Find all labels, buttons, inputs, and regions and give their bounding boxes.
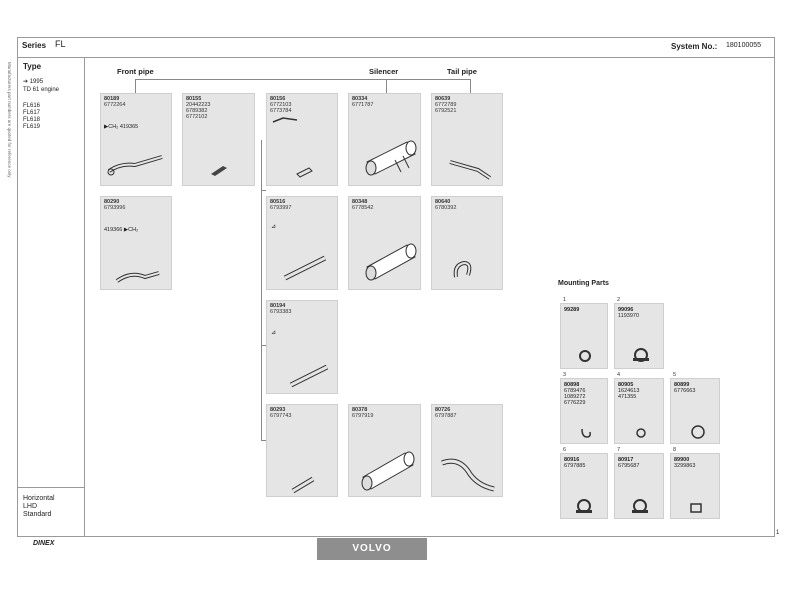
part-card-80290[interactable]	[100, 196, 172, 290]
type-label: Type	[23, 62, 42, 71]
part-ref: 6789382	[186, 108, 208, 114]
part-ref: 6772789	[435, 102, 457, 108]
part-number: 80189	[104, 96, 120, 102]
part-number: 80899	[674, 382, 690, 388]
part-ref: 1089272	[564, 394, 586, 400]
mount-index: 1	[563, 297, 567, 303]
section-front-pipe: Front pipe	[117, 67, 154, 76]
connector-line	[386, 79, 387, 93]
part-number: 80378	[352, 407, 368, 413]
brand-bar: VOLVO	[317, 538, 427, 560]
part-ref: 20442223	[186, 102, 211, 108]
band-clamp-drawing	[629, 496, 651, 516]
model-fl619: FL619	[23, 124, 41, 130]
mount-card-80916[interactable]	[560, 453, 608, 519]
part-number: 80898	[564, 382, 580, 388]
model-fl616: FL616	[23, 103, 41, 109]
gasket-drawing	[689, 502, 703, 514]
bracket-icon: ⊿	[271, 224, 277, 230]
band-clamp-drawing	[573, 496, 595, 516]
part-ref: 6773784	[270, 108, 292, 114]
part-ref: 6778542	[352, 205, 374, 211]
silencer-drawing	[355, 235, 417, 287]
part-ref: 6792521	[435, 108, 457, 114]
part-card-80640[interactable]	[431, 196, 503, 290]
tail-pipe-drawing	[446, 154, 496, 182]
silencer-drawing	[353, 441, 417, 495]
mount-index: 6	[563, 447, 567, 453]
clamp-drawing	[689, 423, 707, 441]
mounting-parts-title: Mounting Parts	[558, 280, 609, 287]
mount-index: 2	[617, 297, 621, 303]
part-number: 80194	[270, 303, 286, 309]
tail-pipe-drawing	[450, 255, 490, 285]
model-fl618: FL618	[23, 117, 41, 123]
part-ref: 6771787	[352, 102, 374, 108]
part-ref: 6797885	[564, 463, 586, 469]
clamp-drawing	[635, 427, 647, 439]
connector-line	[261, 190, 266, 191]
part-ref: 6797887	[435, 413, 457, 419]
part-number: 89900	[674, 457, 690, 463]
part-ref: 6776663	[674, 388, 696, 394]
part-number: 80516	[270, 199, 286, 205]
silencer-drawing	[355, 132, 417, 182]
part-ref: 6793997	[270, 205, 292, 211]
part-number: 80155	[186, 96, 202, 102]
engine-label: TD 61 engine	[23, 87, 60, 93]
part-number: 80916	[564, 457, 580, 463]
part-number: 80293	[270, 407, 286, 413]
front-pipe-drawing	[115, 267, 161, 287]
connector-line	[135, 79, 470, 80]
part-number: 80290	[104, 199, 120, 205]
section-tail-pipe: Tail pipe	[447, 67, 477, 76]
part-note: 419366 ▶CH₂	[104, 227, 139, 233]
mount-card-80899[interactable]	[670, 378, 720, 444]
part-ref: 6780392	[435, 205, 457, 211]
intermediate-pipe-drawing	[287, 361, 331, 391]
mount-index: 8	[673, 447, 677, 453]
part-ref: 3299863	[674, 463, 696, 469]
header-divider	[17, 57, 775, 58]
part-number: 80348	[352, 199, 368, 205]
mount-card-99289[interactable]	[560, 303, 608, 369]
part-number: 80640	[435, 199, 451, 205]
part-card-80639[interactable]	[431, 93, 503, 186]
mount-index: 7	[617, 447, 621, 453]
part-ref: 6795687	[618, 463, 640, 469]
bracket-icon: ⊿	[271, 330, 277, 336]
connector-line	[261, 140, 262, 440]
system-label: System No.:	[671, 42, 718, 51]
part-card-80348[interactable]	[348, 196, 421, 290]
part-note: ▶CH₂ 419365	[104, 124, 139, 130]
type-sidebar	[17, 57, 85, 537]
variant-label: Standard	[23, 511, 52, 518]
series-label: Series	[22, 41, 47, 50]
mount-card-80898[interactable]	[560, 378, 608, 444]
part-ref: 6772102	[186, 114, 208, 120]
page-number: 1	[776, 530, 780, 536]
gasket-drawing	[209, 162, 229, 178]
arrow-right-icon: ➔	[23, 79, 29, 85]
mount-index: 5	[673, 372, 677, 378]
series-value: FL	[55, 39, 66, 49]
part-card-80293[interactable]	[266, 404, 338, 497]
part-ref: 6793383	[270, 309, 292, 315]
part-number: 80639	[435, 96, 451, 102]
part-ref: 1624613	[618, 388, 640, 394]
connector-line	[470, 79, 471, 93]
part-number: 99096	[618, 307, 634, 313]
part-number: 80156	[270, 96, 286, 102]
part-ref: 6797743	[270, 413, 292, 419]
part-ref: 6776229	[564, 400, 586, 406]
reference-note: Manufacturers part numbers are quoted for reference only	[7, 62, 12, 178]
part-card-80334[interactable]	[348, 93, 421, 186]
part-card-80156[interactable]	[266, 93, 338, 186]
pipe-section-drawing	[289, 473, 319, 495]
mount-card-80917[interactable]	[614, 453, 664, 519]
part-number: 80917	[618, 457, 634, 463]
part-card-80726[interactable]	[431, 404, 503, 497]
part-card-80516[interactable]	[266, 196, 338, 290]
u-bolt-clamp-drawing	[631, 346, 651, 364]
mount-index: 3	[563, 372, 567, 378]
part-ref: 6793996	[104, 205, 126, 211]
year-row: ➔ 1995	[23, 79, 44, 85]
part-ref: 6789476	[564, 388, 586, 394]
part-card-80194[interactable]	[266, 300, 338, 394]
clamp-small-drawing	[271, 114, 301, 126]
connector-drawing	[295, 164, 315, 178]
system-value: 180100055	[726, 42, 762, 49]
dinex-logo: DINEX	[33, 540, 55, 547]
mount-card-99096[interactable]	[614, 303, 664, 369]
part-card-80189[interactable]	[100, 93, 172, 186]
hook-drawing	[579, 427, 593, 441]
connector-line	[135, 79, 136, 93]
part-number: 99289	[564, 307, 580, 313]
sidebar-divider	[17, 487, 84, 488]
part-card-80155[interactable]	[182, 93, 255, 186]
part-number: 80726	[435, 407, 451, 413]
part-number: 80334	[352, 96, 368, 102]
orientation-label: Horizontal	[23, 495, 55, 502]
front-pipe-drawing	[107, 149, 167, 179]
part-ref: 6797919	[352, 413, 374, 419]
mount-card-80905[interactable]	[614, 378, 664, 444]
part-ref: 471355	[618, 394, 637, 400]
part-card-80378[interactable]	[348, 404, 421, 497]
drive-label: LHD	[23, 503, 38, 510]
part-number: 80905	[618, 382, 634, 388]
part-ref: 6772264	[104, 102, 126, 108]
model-fl617: FL617	[23, 110, 41, 116]
part-ref: 6772103	[270, 102, 292, 108]
clamp-ring-drawing	[577, 348, 593, 364]
mount-card-89900[interactable]	[670, 453, 720, 519]
part-ref: 1193970	[618, 313, 640, 319]
section-silencer: Silencer	[369, 67, 399, 76]
tail-pipe-drawing	[438, 455, 498, 495]
mount-index: 4	[617, 372, 621, 378]
intermediate-pipe-drawing	[281, 252, 331, 286]
